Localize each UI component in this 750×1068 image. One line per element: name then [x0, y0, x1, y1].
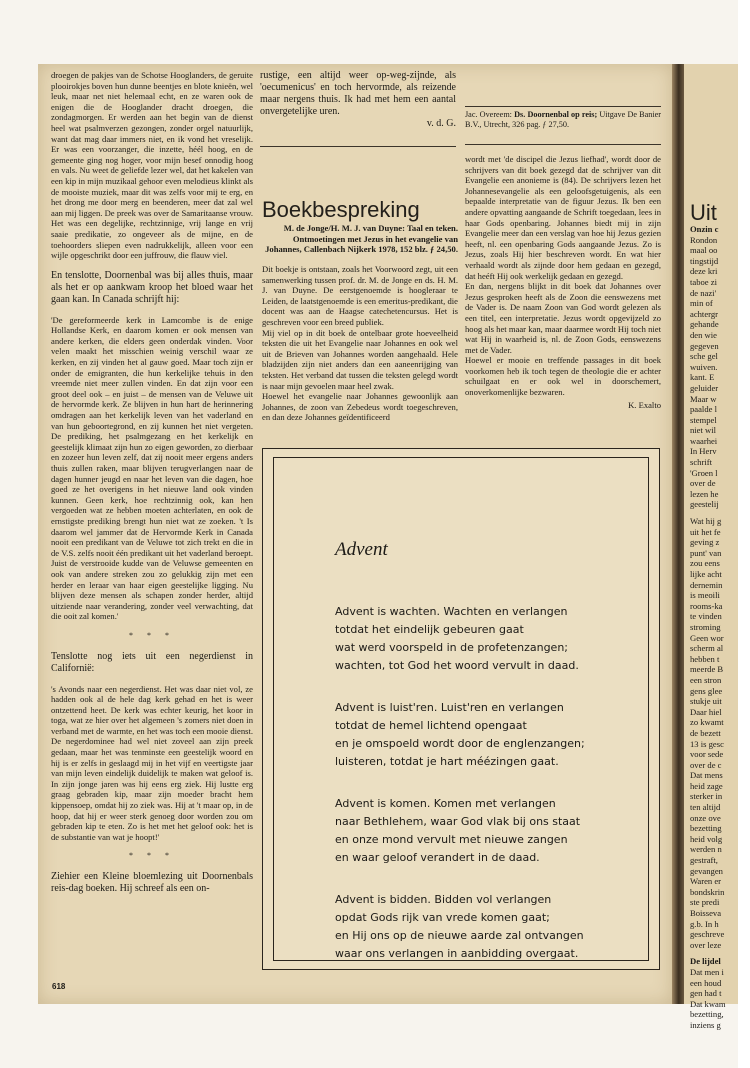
adjacent-page-line: Daar hiel: [690, 706, 722, 717]
adjacent-page-line: gestraft,: [690, 855, 718, 866]
paragraph: En dan, nergens blijkt in dit boek dat Johannes over Jezus gesproken heeft als de Zoon die eenswezens met de Vader is. De naam Zoon van God wordt gelezen als een titel, een interpretatie. Jezus wordt opgevijzeld zo hoog als het maar kan, maar daarmee wordt Hij toch niet wat Hij in waarheid is, nl. de Zoon Gods, eenswezens met de Vader.: [465, 281, 661, 355]
adjacent-page-line: Dat mens: [690, 770, 723, 781]
poem-line: totdat het eindelijk gebeuren gaat: [335, 623, 524, 636]
adjacent-page-line: 'Groen l: [690, 467, 718, 478]
adjacent-page-line: scherm al: [690, 643, 724, 654]
adjacent-page-line: g.b. In h: [690, 918, 719, 929]
poem-title: Advent: [335, 539, 388, 560]
adjacent-page-line: inziens g: [690, 1019, 721, 1030]
adjacent-page-line: werden n: [690, 844, 722, 855]
adjacent-page-line: gehande: [690, 319, 719, 330]
adjacent-page-line: Waren er: [690, 876, 722, 887]
adjacent-page-line: zo kwamt: [690, 717, 724, 728]
paragraph: wordt met 'de discipel die Jezus liefhad', wordt door de schrijvers van dit boek gezegd dat de schrijver van dit Evangelie een anonieme is (84). De schrijvers lezen het Johannesevangelie als een geloofsgetuigenis, als een bepaalde interpretatie van de figuur Jezus. Ik ben een andere opvatting aangaande de Schrift toegedaan, lees in haar Gods openbaring. Johannes biedt mij in zijn Evangelie meer dan een verslag van hoe hij Jezus gezien heeft, nl. een openbaring Gods aangaande Jezus. Zo is Jezus, zoals Hij hier beschreven wordt. En wat hier verhaald wordt als zijnde door hem gedaan en gezegd, dat heéft Hij ook werkelijk gedaan en gezegd.: [465, 154, 661, 281]
poem-line: luisteren, totdat je hart méézingen gaat.: [335, 755, 559, 768]
poem-line: Advent is bidden. Bidden vol verlangen: [335, 893, 552, 906]
adjacent-page-line: een houd: [690, 977, 722, 988]
adjacent-page-line: sterker in: [690, 791, 723, 802]
adjacent-page-line: Boisseva: [690, 908, 722, 918]
adjacent-page-line: kant. E: [690, 372, 715, 383]
adjacent-page-line: niet wil: [690, 425, 717, 436]
adjacent-page-line: stukje uit: [690, 696, 722, 707]
adjacent-page-line: gegeven: [690, 340, 719, 351]
paragraph: droegen de pakjes van de Schotse Hooglanders, de geruite plooirokjes boven hun dunne beentjes en blote knieën, wel leuk, maar net niet helemaal echt, en ze waren ook de enigen die de Hooglander dracht droegen, die zondagmorgen. Er werden aan het begin van de dienst heel wat psalmverzen gezongen, zonder orgel natuurlijk, want dat mag daar immers niet, en ik vond het vreselijk. Er was een voorzanger, die inzette, héél hoog, en de gemeente ging nog hoger, voor mijn besef onnodig hoog en vals. Nu weet de geliefde lezer wel, dat het kakelen van een kip in mijn muzikaal gehoor even melodieus klinkt als de mooiste muziek, maar dit was zelfs voor mij te erg, en het drong me door merg en beenderen, meer dat zal wel aan mij liggen. De preek was over de Samaritaanse vrouw. Het was een degelijke, rechtzinnige, vrij lange en vrij saaie predikatie, zo ongeveer als de mijne, en de toehoorders sliepen even nadrukkelijk, alleen voor een wijle opgeschrikt door een juffrouw, die flauw viel.: [51, 70, 253, 261]
adjacent-page-line: 13 is gesc: [690, 738, 724, 749]
poem-line: wat werd voorspeld in de profetenzangen;: [335, 641, 568, 654]
adjacent-page-line: paalde l: [690, 404, 717, 415]
section-separator: * * *: [129, 851, 175, 861]
adjacent-page-line: ste predi: [690, 897, 720, 908]
divider: [465, 106, 661, 107]
poem-stanza: [335, 603, 645, 675]
paragraph: En tenslotte, Doornenbal was bij alles thuis, maar als het er op aankwam kroop het bloed waar het gaan kan. In Canada schrijft hij:: [51, 269, 253, 305]
review-column-1: [262, 264, 458, 423]
divider: [260, 146, 456, 147]
review-book-title: M. de Jonge/H. M. J. van Duyne: Taal en teken. Ontmoetingen met Jezus in het evangelie van Johannes, Callenbach Nijkerk 1978, 152 blz. ƒ 24,50.: [265, 223, 458, 255]
adjacent-page-line: den wie: [690, 329, 717, 340]
paragraph: Tenslotte nog iets uit een negerdienst in Californië:: [51, 650, 253, 674]
adjacent-page-line: bezetting: [690, 823, 722, 834]
quote-paragraph: 'De gereformeerde kerk in Lamcombe is de enige Hollandse Kerk, en daarom komen er ook mensen van andere kerken, die elders geen onderdak vinden. Voor velen maakt het misschien weinig verschil waar ze kerken, en zij vinden het al gauw goed. Maar toch zijn er onder de emigranten, die hun kerkelijke tehuis in den vreemde niet meer zullen vinden. En dat zijn voor een groot deel ook – en juist – de mensen van de Veluwe uit de hervormde kerk. Ze blijven in hun hart de herinnering omdragen aan het kerkelijk leven van het vaderland en van hun geboortegrond, en zij kunnen het niet vergeten. De prediking, het psalmgezang en het kerkelijk en geestelijk klimaat zijn hun zo eigen geworden, zo dierbaar en zozeer hun leven zelf, dat zij nooit meer ergens anders thuis zullen raken, maar blijven terugverlangen naar de dagen hunner jeugd en naar het leven van die dagen, hoe goed ze het overigens in het nieuwe land ook vinden kunnen. Geen kerk, hoe rechtzinnig ook, kan hen vergoeden wat ze hebben moeten achterlaten, en ook de ernstigste prediking brengt hun niet wat ze zoeken. 't Is daarom wel jammer dat de Hervormde Kerk in Canada nooit een predikant van de Veluwe tot zich trekt en die in de V.S. zelfs nooit één predikant uit het vaderland beroept. Juist de verstrooide kudde van de Veluwse gemeenten en ook van andere streken zou zo gelukkig zijn met een herder en leraar van haar eigen geestelijke ligging. Nu blijven deze mensen als schapen zonder herder, altijd uitziende naar verandering, zonder veel verwachting, dat die ooit zal komen.': [51, 314, 253, 622]
poem-line: en Hij ons op de nieuwe aarde zal ontvangen: [335, 929, 584, 942]
paragraph: Dit boekje is ontstaan, zoals het Voorwoord zegt, uit een samenwerking tussen prof. dr. M. de Jonge en ds. H. M. J. van Duyne. De eerstgenoemde is hoogleraar te Leiden, de laatstgenoemde is een emeritus-predikant, die docent was aan de Haagse catechetencursus. Het is geschreven voor een breed publiek.: [262, 264, 458, 327]
adjacent-page-line: Maar w: [690, 393, 717, 404]
signature: v. d. G.: [426, 118, 456, 129]
poem-box: [262, 448, 660, 970]
adjacent-page-line: In Herv: [690, 446, 717, 457]
adjacent-page-text: [690, 224, 750, 1031]
adjacent-page-line: gens glee: [690, 685, 723, 696]
adjacent-page-line: voor sede: [690, 749, 724, 760]
adjacent-page-line: de nazi': [690, 287, 717, 298]
poem-line: Advent is komen. Komen met verlangen: [335, 797, 556, 810]
adjacent-page-line: stroming: [690, 621, 721, 632]
section-heading: Boekbespreking: [262, 197, 420, 222]
poem-stanza: [335, 891, 645, 963]
poem-line: Advent is luist'ren. Luist'ren en verlangen: [335, 701, 564, 714]
page-number: 618: [52, 982, 66, 991]
adjacent-page-heading: Uit: [690, 200, 717, 225]
adjacent-page-line: maal oo: [690, 245, 718, 256]
adjacent-page-line: De lijdel: [690, 956, 721, 967]
article-column-2-continuation: [260, 70, 456, 130]
adjacent-page-line: hebben t: [690, 653, 720, 664]
review-author: K. Exalto: [628, 399, 661, 410]
adjacent-page-line: bezetting,: [690, 1009, 724, 1020]
adjacent-page-line: over de c: [690, 759, 722, 770]
adjacent-page-line: tingstijd: [690, 255, 719, 266]
adjacent-page-line: uit het fe: [690, 526, 721, 537]
poem-line: en waar geloof verandert in de daad.: [335, 851, 540, 864]
review-column-2: [465, 154, 661, 410]
adjacent-page-line: lezen he: [690, 488, 719, 499]
book-title: Ds. Doornenbal op reis;: [514, 110, 598, 119]
adjacent-page-line: rooms-ka: [690, 600, 723, 611]
poem-line: waar ons verlangen in aanbidding overgaat.: [335, 947, 579, 960]
adjacent-page: [684, 64, 738, 1030]
paragraph: Hoewel er mooie en treffende passages in dit boek voorkomen heb ik toch tegen de theologie die er achter schuilgaat en er ook wel in doorschemert, onoverkomenlijke bezwaren.: [465, 355, 661, 398]
adjacent-page-line: heid volg: [690, 833, 723, 844]
adjacent-page-line: is meoili: [690, 590, 720, 601]
adjacent-page-line: geving z: [690, 537, 720, 548]
adjacent-page-line: geschreve: [690, 929, 725, 940]
adjacent-page-line: onze ove: [690, 812, 721, 823]
poem-line: en onze mond vervult met nieuwe zangen: [335, 833, 568, 846]
adjacent-page-line: deze kri: [690, 266, 718, 277]
adjacent-page-line: waarhei: [690, 435, 718, 446]
section-separator: * * *: [129, 630, 175, 640]
adjacent-page-line: bondskrin: [690, 886, 725, 897]
poem-line: wachten, tot God het woord vervult in daad.: [335, 659, 579, 672]
paragraph: Ziehier een Kleine bloemlezing uit Doornenbals reis-dag boeken. Hij schreef als een on-: [51, 871, 253, 894]
adjacent-page-line: geestelij: [690, 499, 719, 510]
adjacent-page-line: achtergr: [690, 308, 718, 319]
poem-stanza: [335, 699, 645, 771]
adjacent-page-line: over leze: [690, 939, 722, 950]
adjacent-page-line: stempel: [690, 414, 717, 425]
adjacent-page-line: sche gel: [690, 351, 718, 362]
adjacent-page-line: gen had t: [690, 988, 722, 999]
adjacent-page-line: Dat men i: [690, 966, 724, 977]
adjacent-page-line: Dat kwam: [690, 998, 726, 1009]
adjacent-page-line: min of: [690, 298, 713, 309]
poem-stanza: [335, 795, 645, 867]
adjacent-page-line: Rondon: [690, 234, 718, 245]
poem-line: naar Bethlehem, waar God vlak bij ons staat: [335, 815, 581, 828]
quote-paragraph: 's Avonds naar een negerdienst. Het was daar niet vol, ze hadden ook al de hele dag kerk gehad en het is weer ontzettend heet. De kerk was echter keurig, het koor in toga, wat ze hier over het algemeen 's zomers niet doen in verband met de warmte, en het was toch een mooie dienst. De negerdominee had wel niet zoveel aan zijn preek gedaan, maar het was tenminste een geestelijk woord en hij is er zelfs in geslaagd mij in het vijf en veertigste jaar van mijn leven eindelijk duidelijk te maken wat geloof is. In zijn jonge jaren was hij eens erg ziek. Hij lustte erg graag gebraden kip, maar zijn moeder bracht hem kippensoep, omdat hij zo ziek was. Hij at 't maar op, in de hoop, dat hij er weer sterk genoeg door worden zou om gebraden kip te eten. Zo is het met het geloof ook: het is de substantie van wat je hoopt!': [51, 683, 253, 842]
adjacent-page-line: meerde B: [690, 664, 724, 675]
poem-line: en je omspoeld wordt door de englenzangen;: [335, 737, 585, 750]
adjacent-page-line: over de: [690, 478, 716, 489]
article-column-1: [51, 70, 253, 904]
adjacent-page-line: wuiven.: [690, 361, 718, 372]
book-reference: Jac. Overeem: Ds. Doornenbal op reis; Uitgave De Banier B.V., Utrecht, 326 pag. ƒ 27,50.: [465, 110, 661, 129]
adjacent-page-line: punt' van: [690, 547, 722, 558]
adjacent-page-line: de bezett: [690, 727, 721, 738]
poem-line: opdat Gods rijk van vrede komen gaat;: [335, 911, 550, 924]
adjacent-page-line: lijke acht: [690, 569, 722, 579]
adjacent-page-line: Wat hij g: [690, 516, 722, 527]
adjacent-page-line: heid zage: [690, 780, 723, 791]
divider: [465, 144, 661, 145]
paragraph: Mij viel op in dit boek de ontelbaar grote hoeveelheid teksten die uit het Evangelie naar Johannes en ook wel uit de Brieven van Johannes worden aangehaald. Hele bladzijden zijn niet anders dan een aaneenrijging van teksten. Het verband dat tussen die teksten gelegd wordt is naar mijn gevoelen maar heel zwak.: [262, 327, 458, 391]
adjacent-page-line: dernemin: [690, 579, 723, 590]
poem-line: Advent is wachten. Wachten en verlangen: [335, 605, 568, 618]
adjacent-page-line: zou eens: [690, 558, 720, 569]
adjacent-page-line: geluider: [690, 382, 719, 393]
book-gutter: [672, 64, 684, 1004]
adjacent-page-line: ten altijd: [690, 802, 721, 813]
paragraph: Hoewel het evangelie naar Johannes gewoonlijk aan Johannes, de zoon van Zebedeus wordt toegeschreven, en dan deze Johannes geïdentificeerd: [262, 391, 458, 423]
poem-line: totdat de hemel lichtend opengaat: [335, 719, 527, 732]
adjacent-page-line: Onzin c: [690, 224, 719, 234]
adjacent-page-line: gevangen: [690, 865, 723, 876]
paragraph: rustige, een altijd weer op-weg-zijnde, als 'oecumenicus' en toch hervormde, als reizende maar nergens thuis. Ik had met hem een aantal onvergetelijke uren.: [260, 70, 456, 117]
adjacent-page-line: taboe zi: [690, 276, 717, 287]
adjacent-page-line: een stron: [690, 674, 722, 685]
adjacent-page-line: te vinden: [690, 611, 722, 622]
adjacent-page-line: schrift: [690, 457, 712, 468]
adjacent-page-line: Geen wor: [690, 632, 724, 643]
